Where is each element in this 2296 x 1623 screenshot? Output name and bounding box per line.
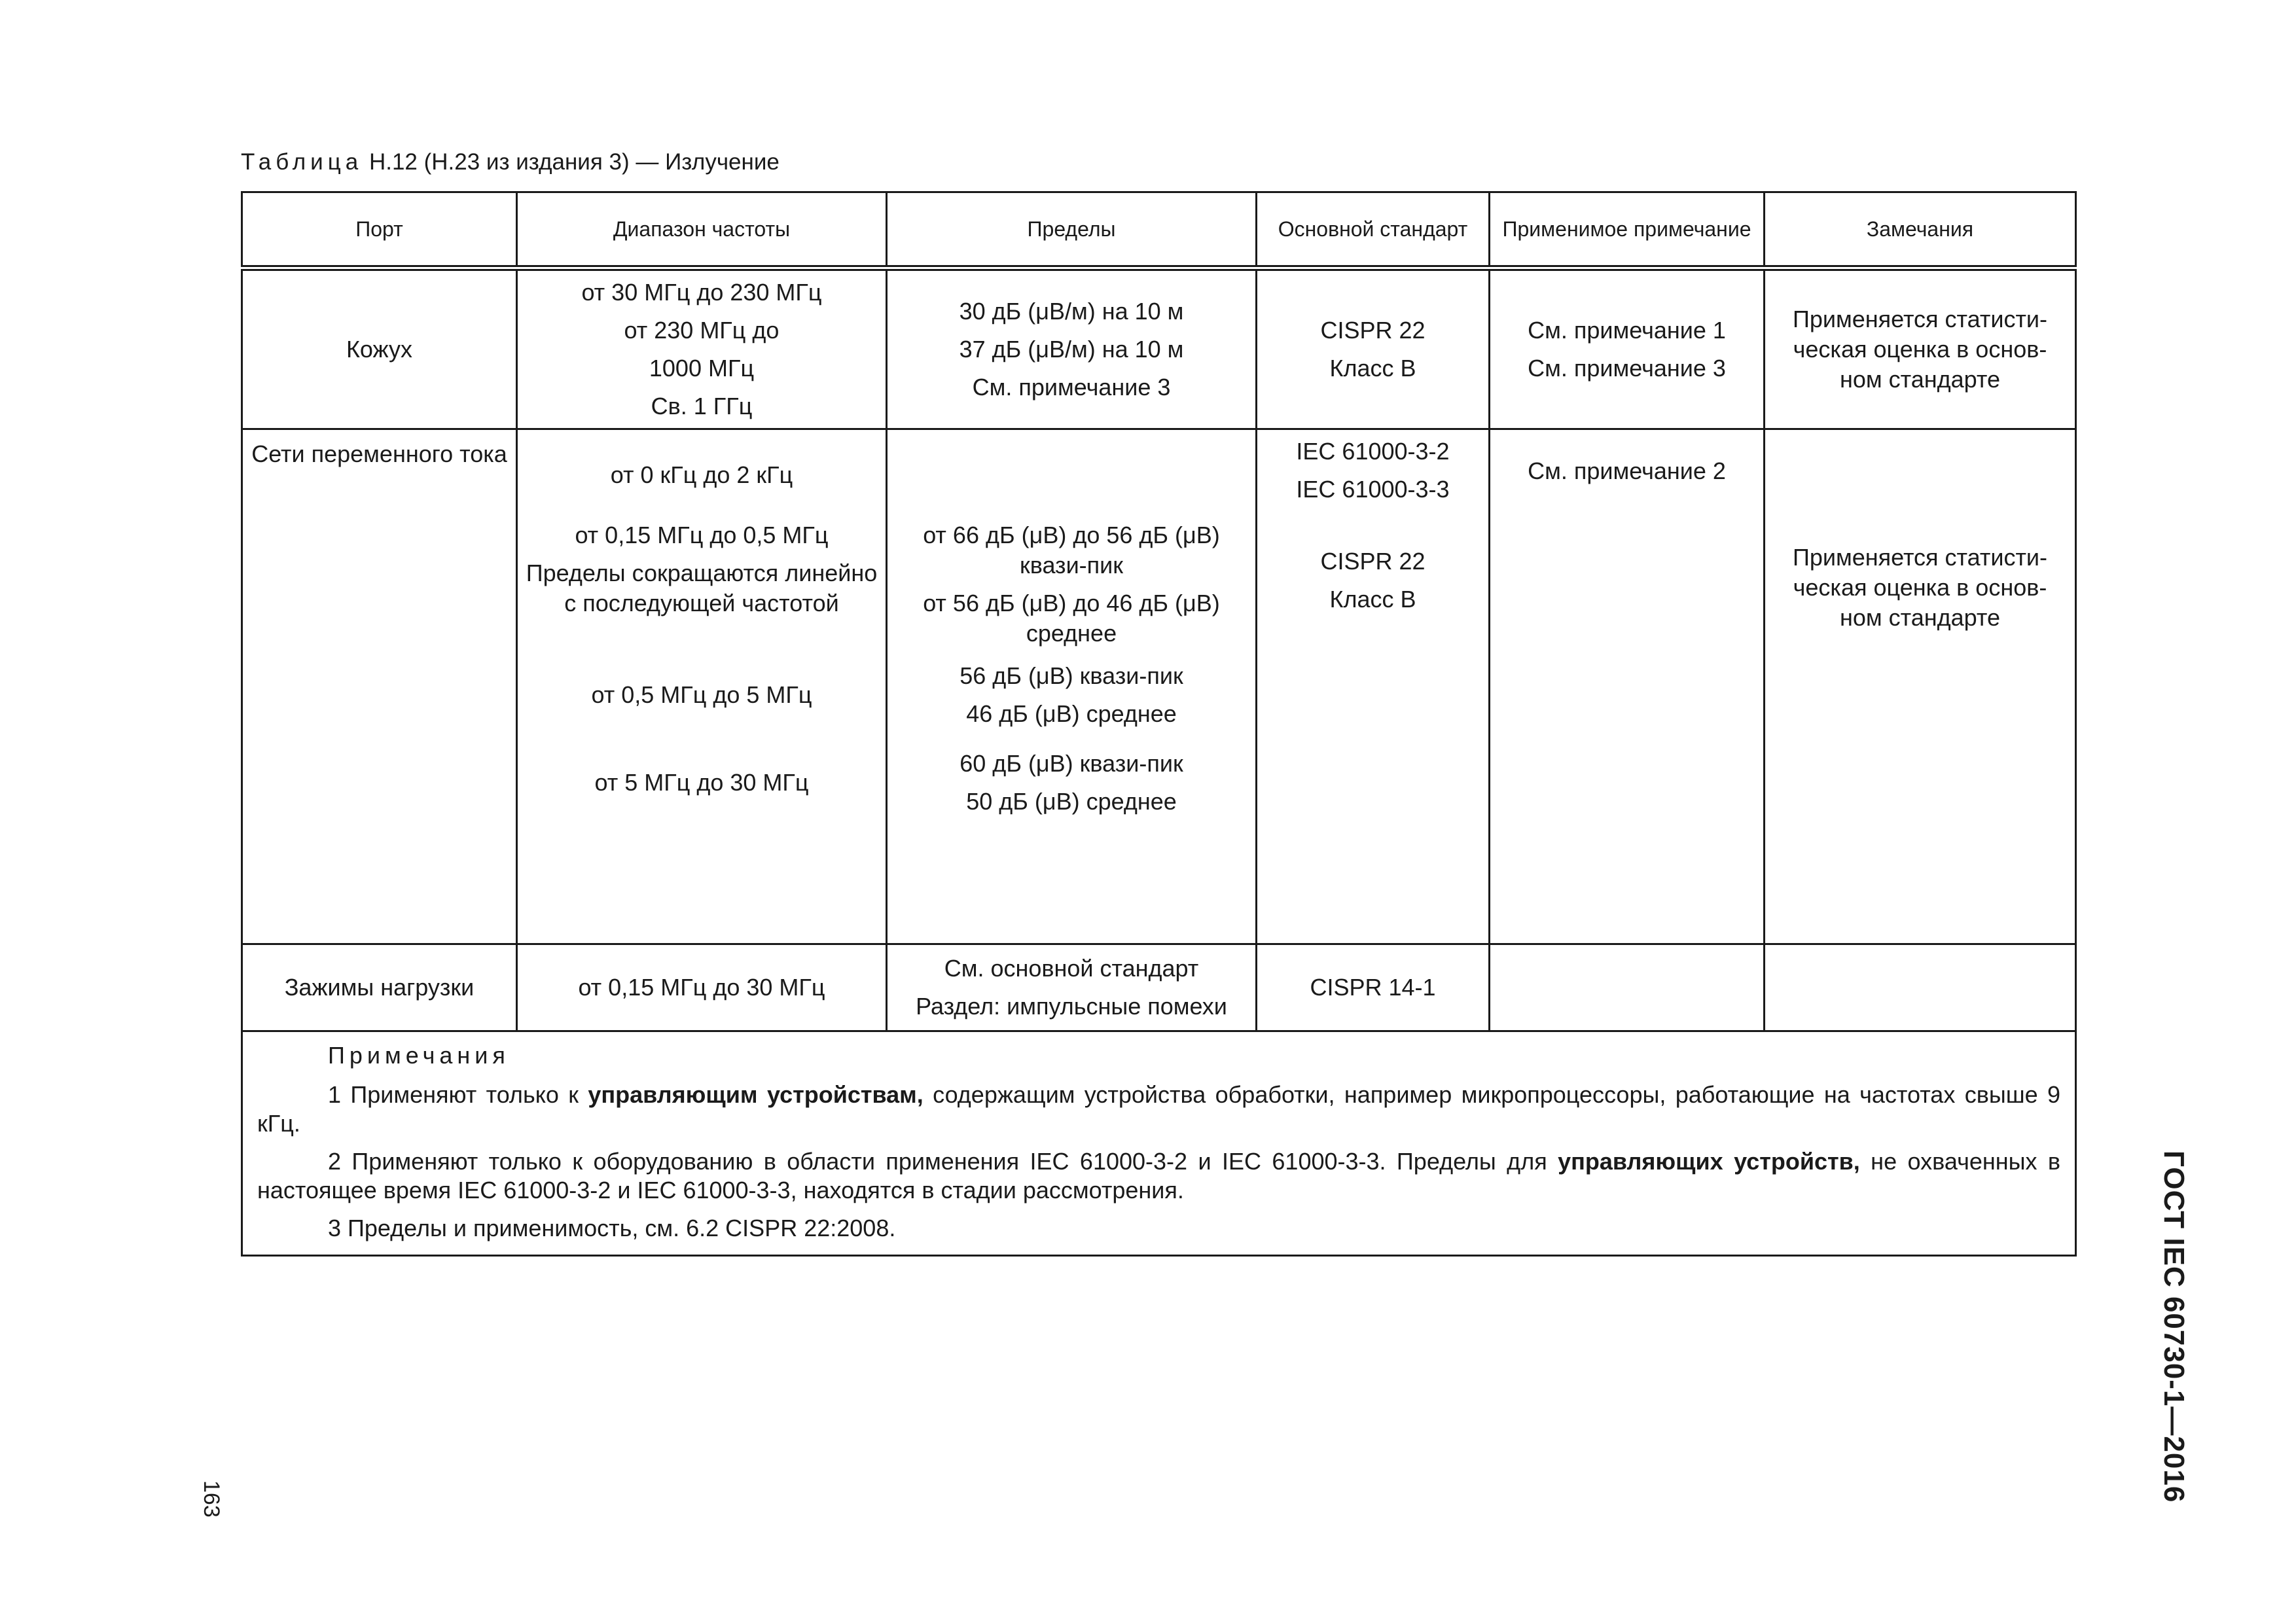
note-2-bold: управляющих устройств, — [1558, 1148, 1860, 1175]
document-standard-title — [2153, 1150, 2193, 1503]
cell-note-enclosure — [1490, 268, 1765, 429]
note-2 — [257, 1147, 2060, 1205]
freq-line: от 30 МГц до 230 МГц — [581, 279, 822, 306]
header-limits: Пределы — [887, 192, 1257, 268]
freq-line: от 0,5 МГц до 5 МГц — [591, 681, 812, 708]
cell-limits-ac-mains — [887, 429, 1257, 944]
table-caption — [241, 148, 780, 177]
freq-line: от 230 МГц до — [624, 317, 780, 344]
freq-block — [526, 651, 878, 739]
limit-line: См. примечание 3 — [972, 374, 1171, 401]
note-line: См. примечание 3 — [1528, 355, 1726, 382]
table-notes-row — [242, 1031, 2076, 1256]
freq-block — [526, 520, 878, 651]
header-frequency-range: Диапазон частоты — [517, 192, 887, 268]
limit-block — [895, 739, 1247, 827]
note-3: 3 Пределы и применимость, см. 6.2 CISPR 22:2008. — [328, 1215, 896, 1241]
limit-line: 37 дБ (μВ/м) на 10 м — [959, 336, 1184, 363]
standard-line: IEC 61000-3-2 — [1296, 438, 1450, 465]
notes-cell — [242, 1031, 2076, 1256]
limit-line: 56 дБ (μВ) квази-пик — [960, 662, 1183, 689]
standard-line: IEC 61000-3-3 — [1296, 476, 1450, 503]
limit-line: 60 дБ (μВ) квази-пик — [960, 750, 1183, 777]
freq-block — [526, 739, 878, 827]
emission-table — [241, 191, 2077, 1257]
note-line: См. примечание 1 — [1528, 317, 1726, 344]
limit-line: от 56 дБ (μВ) до 46 дБ (μВ) среднее — [923, 590, 1220, 647]
cell-note-load — [1490, 944, 1765, 1031]
cell-standard-enclosure — [1257, 268, 1490, 429]
page-number-text: 163 — [199, 1480, 224, 1518]
standard-line: Класс В — [1329, 355, 1416, 382]
cell-remarks-enclosure: Применяется статисти-ческая оценка в основ-ном стандарте — [1765, 268, 2076, 429]
header-port: Порт — [242, 192, 517, 268]
cell-port-load: Зажимы нагрузки — [242, 944, 517, 1031]
cell-limits-enclosure — [887, 268, 1257, 429]
cell-freq-enclosure — [517, 268, 887, 429]
limit-line: 46 дБ (μВ) среднее — [966, 700, 1177, 727]
standard-line: CISPR 22 — [1320, 548, 1426, 575]
notes-heading: Примечания — [328, 1042, 510, 1069]
limit-block — [895, 651, 1247, 739]
freq-line: от 0,15 МГц до 0,5 МГц — [575, 522, 829, 548]
freq-line: Св. 1 ГГц — [651, 393, 753, 419]
table-row-enclosure — [242, 268, 2076, 429]
standard-line: Класс В — [1329, 586, 1416, 613]
table-header-row — [242, 192, 2076, 268]
cell-note-ac-mains: См. примечание 2 — [1490, 429, 1765, 944]
freq-line: от 5 МГц до 30 МГц — [594, 769, 809, 796]
limit-line: 30 дБ (μВ/м) на 10 м — [959, 298, 1184, 325]
freq-line: от 0 кГц до 2 кГц — [610, 461, 793, 488]
freq-line-note: Пределы сокращаются линейно с последующей частотой — [526, 560, 878, 616]
header-applicable-note: Применимое примечание — [1490, 192, 1765, 268]
note-2-text: 2 Применяют только к оборудованию в области применения IEC 61000-3-2 и IEC 61000-3-3. Пределы для — [328, 1148, 1558, 1175]
freq-block — [526, 430, 878, 520]
freq-line: 1000 МГц — [649, 355, 755, 382]
header-basic-standard: Основной стандарт — [1257, 192, 1490, 268]
cell-port-enclosure: Кожух — [242, 268, 517, 429]
note-1 — [257, 1080, 2060, 1138]
note-1-bold: управляющим устройствам, — [588, 1081, 924, 1108]
limit-block — [895, 520, 1247, 651]
limit-line: от 66 дБ (μВ) до 56 дБ (μВ) квази-пик — [923, 522, 1220, 579]
table-row-ac-mains — [242, 429, 2076, 944]
limit-line: Раздел: импульсные помехи — [916, 993, 1227, 1020]
page-number — [198, 1433, 230, 1518]
table-row-load-terminals — [242, 944, 2076, 1031]
standard-line: CISPR 22 — [1320, 317, 1426, 344]
cell-standard-ac-mains — [1257, 429, 1490, 944]
cell-limits-load — [887, 944, 1257, 1031]
limit-line: См. основной стандарт — [944, 955, 1199, 982]
cell-port-ac-mains: Сети переменного тока — [242, 429, 517, 944]
note-2-text: не охваченных в настоящее время IEC 61000-3-2 и IEC 61000-3-3, находятся в стадии рассмотрения. — [257, 1148, 2061, 1204]
note-1-text: содержащим устройства обработки, например микропроцессоры, работающие на частотах свыше 9 кГц. — [257, 1081, 2060, 1137]
cell-standard-load: CISPR 14-1 — [1257, 944, 1490, 1031]
cell-freq-load: от 0,15 МГц до 30 МГц — [517, 944, 887, 1031]
limit-block — [895, 430, 1247, 520]
limit-line: 50 дБ (μВ) среднее — [966, 788, 1177, 815]
table-caption-text: Н.12 (Н.23 из издания 3) — Излучение — [363, 149, 780, 175]
note-1-text: 1 Применяют только к — [328, 1081, 588, 1108]
standard-title-text: ГОСТ IEC 60730-1—2016 — [2158, 1150, 2190, 1503]
table-caption-label: Таблица — [241, 149, 363, 175]
cell-freq-ac-mains — [517, 429, 887, 944]
cell-remarks-load — [1765, 944, 2076, 1031]
cell-remarks-ac-mains: Применяется статисти-ческая оценка в основ-ном стандарте — [1765, 429, 2076, 944]
header-remarks: Замечания — [1765, 192, 2076, 268]
